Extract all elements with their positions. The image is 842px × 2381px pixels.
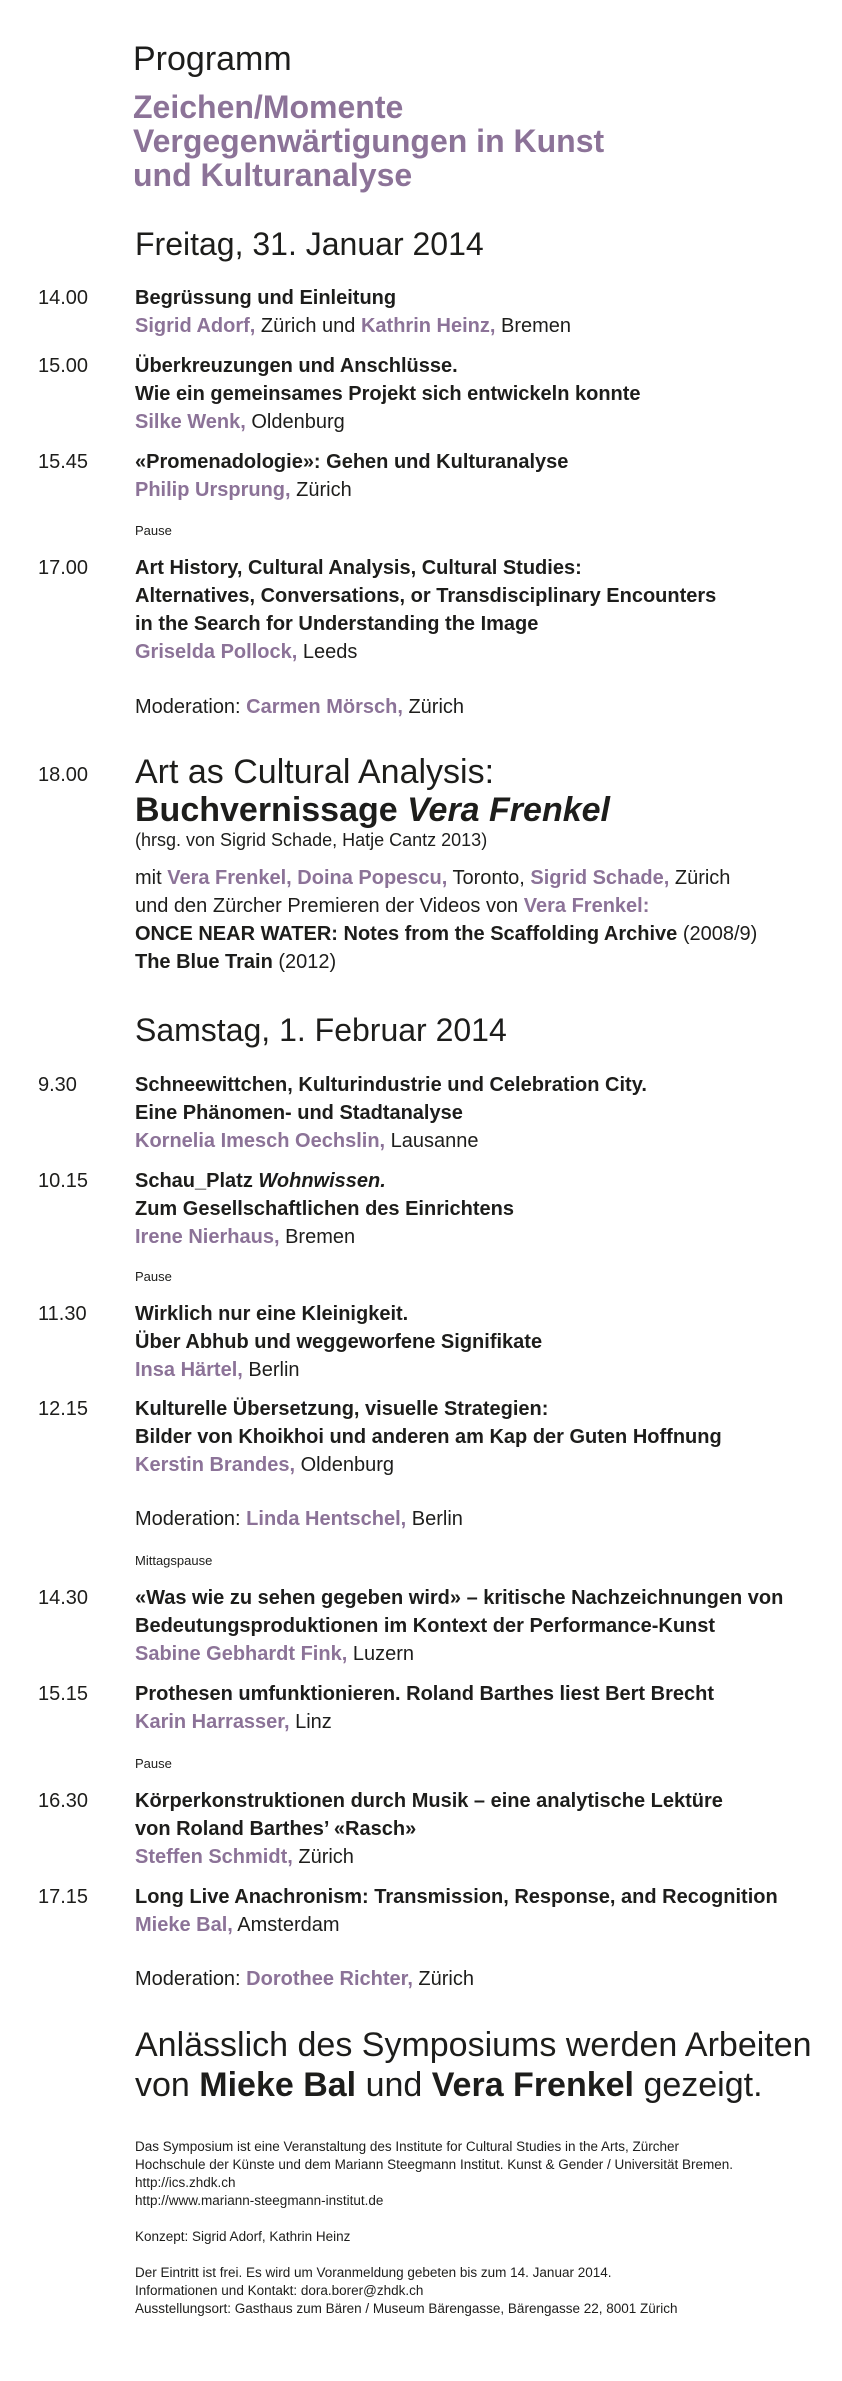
session-title: Prothesen umfunktionieren. Roland Barthes liest Bert Brecht bbox=[135, 1683, 714, 1705]
session-title: Überkreuzungen und Anschlüsse. bbox=[135, 355, 458, 377]
footer-text: Das Symposium ist eine Veranstaltung des Institute for Cultural Studies in the Arts, Zürcher bbox=[135, 2139, 680, 2154]
closing-line-2 bbox=[135, 2065, 763, 2105]
moderation bbox=[135, 1508, 463, 1531]
moderator: Dorothee Richter, bbox=[246, 1968, 413, 1990]
pause-label: Pause bbox=[135, 1756, 172, 1771]
speaker: Griselda Pollock, bbox=[135, 641, 298, 663]
session-title: Zum Gesellschaftlichen des Einrichtens bbox=[135, 1198, 515, 1220]
day1-heading: Freitag, 31. Januar 2014 bbox=[135, 226, 484, 262]
moderation bbox=[135, 696, 464, 719]
time: 15.00 bbox=[38, 355, 89, 377]
session-title: Bedeutungsproduktionen im Kontext der Performance-Kunst bbox=[135, 1615, 716, 1637]
session-entry bbox=[135, 284, 825, 340]
closing-line-1: Anlässlich des Symposiums werden Arbeiten bbox=[135, 2026, 812, 2064]
session-entry bbox=[135, 1300, 825, 1384]
pause-label: Pause bbox=[135, 1269, 172, 1284]
speaker: Sigrid Adorf, bbox=[135, 315, 256, 337]
time: 9.30 bbox=[38, 1074, 77, 1096]
footer-contact: Informationen und Kontakt: dora.borer@zhdk.ch bbox=[135, 2283, 424, 2298]
location: Zürich bbox=[669, 867, 731, 889]
speaker: Kerstin Brandes, bbox=[135, 1454, 296, 1476]
time: 18.00 bbox=[38, 764, 89, 786]
session-entry bbox=[135, 1167, 825, 1251]
moderator: Linda Hentschel, bbox=[246, 1508, 407, 1530]
session-title: Körperkonstruktionen durch Musik – eine analytische Lektüre bbox=[135, 1790, 723, 1812]
location: Oldenburg bbox=[245, 411, 345, 433]
session-title: von Roland Barthes’ «Rasch» bbox=[135, 1818, 417, 1840]
session-title: Wohnwissen. bbox=[258, 1170, 386, 1192]
session-title: «Was wie zu sehen gegeben wird» – kritische Nachzeichnungen von bbox=[135, 1587, 784, 1609]
footer-venue: Ausstellungsort: Gasthaus zum Bären / Museum Bärengasse, Bärengasse 22, 8001 Zürich bbox=[135, 2301, 678, 2316]
speaker: Silke Wenk, bbox=[135, 411, 246, 433]
moderator: Carmen Mörsch, bbox=[246, 696, 403, 718]
video-title: ONCE NEAR WATER: Notes from the Scaffolding Archive bbox=[135, 923, 678, 945]
session-entry bbox=[135, 1071, 825, 1155]
time: 12.15 bbox=[38, 1398, 89, 1420]
time: 14.30 bbox=[38, 1587, 89, 1609]
book-launch-details bbox=[135, 864, 825, 976]
location: Luzern bbox=[347, 1643, 414, 1665]
speaker: Insa Härtel, bbox=[135, 1359, 243, 1381]
video-year: (2012) bbox=[272, 951, 337, 973]
footer-link[interactable]: http://ics.zhdk.ch bbox=[135, 2175, 236, 2190]
location: Oldenburg bbox=[295, 1454, 395, 1476]
time: 11.30 bbox=[38, 1303, 87, 1325]
session-title: Long Live Anachronism: Transmission, Response, and Recognition bbox=[135, 1886, 778, 1908]
session-entry bbox=[135, 352, 825, 436]
session-title: Bilder von Khoikhoi und anderen am Kap der Guten Hoffnung bbox=[135, 1426, 722, 1448]
artist-name: Vera Frenkel bbox=[431, 2066, 634, 2104]
programm-label: Programm bbox=[133, 40, 292, 78]
location: Amsterdam bbox=[232, 1914, 340, 1936]
session-entry bbox=[135, 1883, 825, 1939]
speaker: Kathrin Heinz, bbox=[360, 315, 496, 337]
session-entry bbox=[135, 1680, 825, 1736]
title-line-2: Vergegenwärtigungen in Kunst bbox=[133, 123, 605, 159]
location: Toronto, bbox=[447, 867, 531, 889]
speaker: Vera Frenkel, Doina Popescu, bbox=[167, 867, 448, 889]
text: mit bbox=[135, 867, 168, 889]
artist-name: Mieke Bal bbox=[199, 2066, 357, 2104]
moderation bbox=[135, 1968, 474, 1991]
speaker: Sabine Gebhardt Fink, bbox=[135, 1643, 348, 1665]
time: 16.30 bbox=[38, 1790, 89, 1812]
session-entry bbox=[135, 1395, 825, 1479]
video-title: The Blue Train bbox=[135, 951, 273, 973]
text: gezeigt. bbox=[634, 2066, 763, 2104]
text: und bbox=[356, 2066, 432, 2104]
session-title: in the Search for Understanding the Image bbox=[135, 613, 539, 635]
speaker: Sigrid Schade, bbox=[530, 867, 670, 889]
location: Bremen bbox=[279, 1226, 356, 1248]
location: Zürich bbox=[402, 696, 465, 718]
location: Zürich bbox=[292, 1846, 354, 1868]
video-year: (2008/9) bbox=[677, 923, 758, 945]
speaker: Philip Ursprung, bbox=[135, 479, 291, 501]
title-line-1: Zeichen/Momente bbox=[133, 89, 404, 125]
time: 17.00 bbox=[38, 557, 89, 579]
time: 15.45 bbox=[38, 451, 89, 473]
session-entry bbox=[135, 1787, 825, 1871]
location: Lausanne bbox=[385, 1130, 479, 1152]
location: Zürich bbox=[290, 479, 352, 501]
location: Berlin bbox=[406, 1508, 463, 1530]
session-title: Wie ein gemeinsames Projekt sich entwickeln konnte bbox=[135, 383, 641, 405]
location: Zürich und bbox=[255, 315, 361, 337]
session-title: Eine Phänomen- und Stadtanalyse bbox=[135, 1102, 463, 1124]
footer-concept: Konzept: Sigrid Adorf, Kathrin Heinz bbox=[135, 2229, 351, 2244]
session-entry bbox=[135, 448, 825, 504]
time: 15.15 bbox=[38, 1683, 89, 1705]
session-title: Begrüssung und Einleitung bbox=[135, 287, 397, 309]
speaker: Karin Harrasser, bbox=[135, 1711, 290, 1733]
location: Zürich bbox=[412, 1968, 474, 1990]
speaker: Vera Frenkel: bbox=[523, 895, 650, 917]
footer-info bbox=[135, 2138, 825, 2318]
session-title: Über Abhub und weggeworfene Signifikate bbox=[135, 1331, 543, 1353]
time: 10.15 bbox=[38, 1170, 89, 1192]
pause-label: Pause bbox=[135, 523, 172, 538]
footer-text: Der Eintritt ist frei. Es wird um Voranmeldung gebeten bis zum 14. Januar 2014. bbox=[135, 2265, 612, 2280]
speaker: Mieke Bal, bbox=[135, 1914, 233, 1936]
session-title: Alternatives, Conversations, or Transdisciplinary Encounters bbox=[135, 585, 717, 607]
time: 17.15 bbox=[38, 1886, 89, 1908]
book-launch-artist: Vera Frenkel bbox=[407, 791, 610, 829]
moderation-label: Moderation: bbox=[135, 696, 247, 718]
book-launch-line-1: Art as Cultural Analysis: bbox=[135, 753, 495, 791]
location: Linz bbox=[289, 1711, 332, 1733]
book-editors: (hrsg. von Sigrid Schade, Hatje Cantz 2013) bbox=[135, 830, 488, 850]
location: Leeds bbox=[297, 641, 358, 663]
title-line-3: und Kulturanalyse bbox=[133, 157, 413, 193]
location: Berlin bbox=[242, 1359, 300, 1381]
session-title: «Promenadologie»: Gehen und Kulturanalyse bbox=[135, 451, 569, 473]
text: von bbox=[135, 2066, 200, 2104]
location: Bremen bbox=[495, 315, 572, 337]
session-entry bbox=[135, 1584, 825, 1668]
footer-text: Hochschule der Künste und dem Mariann Steegmann Institut. Kunst & Gender / Universität Bremen. bbox=[135, 2157, 734, 2172]
moderation-label: Moderation: bbox=[135, 1968, 247, 1990]
lunch-break-label: Mittagspause bbox=[135, 1553, 213, 1568]
text: und den Zürcher Premieren der Videos von bbox=[135, 895, 524, 917]
session-entry bbox=[135, 554, 825, 666]
book-launch-line-2 bbox=[135, 790, 610, 830]
time: 14.00 bbox=[38, 287, 89, 309]
speaker: Kornelia Imesch Oechslin, bbox=[135, 1130, 386, 1152]
speaker: Irene Nierhaus, bbox=[135, 1226, 280, 1248]
footer-link[interactable]: http://www.mariann-steegmann-institut.de bbox=[135, 2193, 384, 2208]
session-title: Schau_Platz bbox=[135, 1170, 259, 1192]
book-launch-label: Buchvernissage bbox=[135, 791, 408, 829]
session-title: Schneewittchen, Kulturindustrie und Celebration City. bbox=[135, 1074, 647, 1096]
speaker: Steffen Schmidt, bbox=[135, 1846, 293, 1868]
moderation-label: Moderation: bbox=[135, 1508, 247, 1530]
session-title: Wirklich nur eine Kleinigkeit. bbox=[135, 1303, 409, 1325]
day2-heading: Samstag, 1. Februar 2014 bbox=[135, 1012, 507, 1048]
session-title: Art History, Cultural Analysis, Cultural Studies: bbox=[135, 557, 582, 579]
session-title: Kulturelle Übersetzung, visuelle Strategien: bbox=[135, 1398, 549, 1420]
